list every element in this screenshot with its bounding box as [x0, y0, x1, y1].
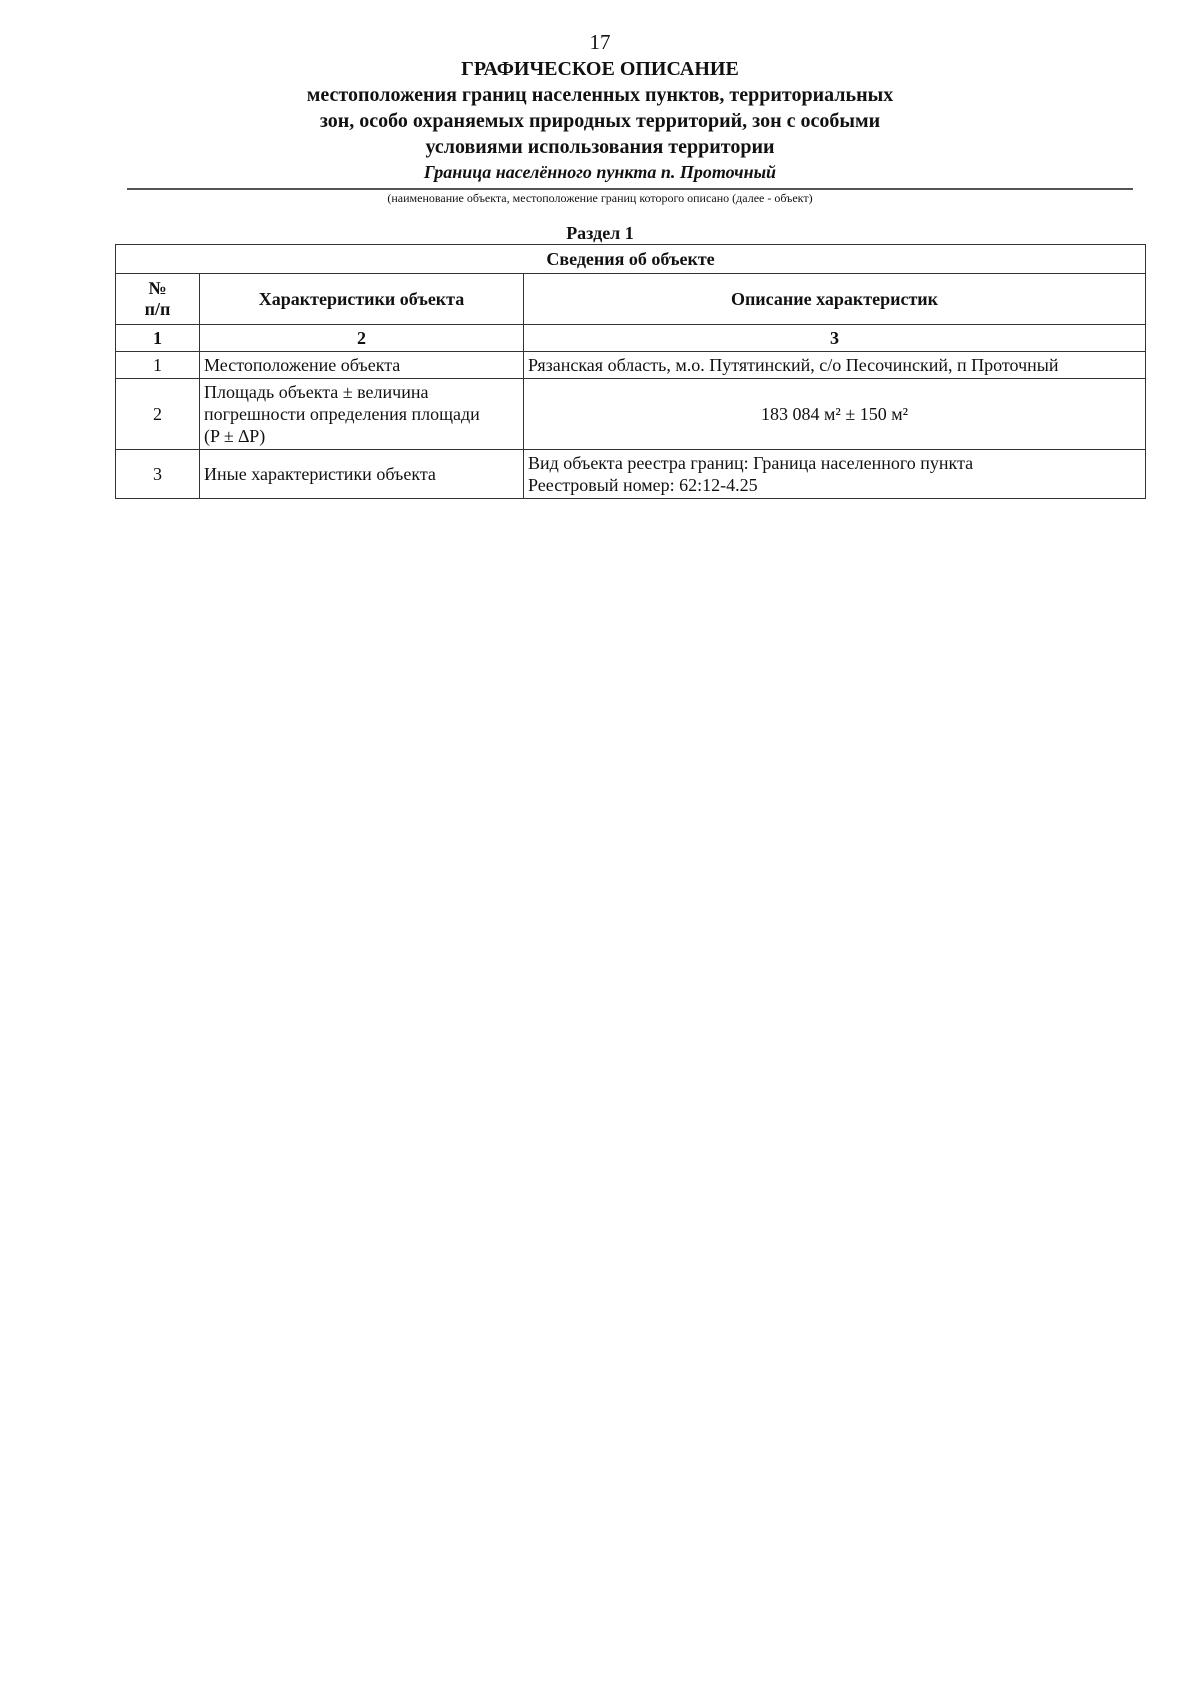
table-row: [116, 352, 1146, 379]
column-number-3: 3: [524, 325, 1146, 352]
row-characteristic-line: Иные характеристики объекта: [204, 464, 436, 484]
object-name-underline: [127, 188, 1133, 190]
page-number: 17: [589, 30, 611, 54]
object-name: Граница населённого пункта п. Проточный: [423, 162, 777, 182]
row-description: [524, 379, 1146, 450]
title-block: [0, 56, 1200, 184]
table-row: [116, 450, 1146, 499]
object-name-caption: (наименование объекта, местоположение границ которого описано (далее - объект): [387, 191, 813, 205]
table-row: [116, 379, 1146, 450]
header-number-line-2: п/п: [144, 299, 171, 319]
column-number-1: 1: [116, 325, 200, 352]
document-title: ГРАФИЧЕСКОЕ ОПИСАНИЕ: [461, 58, 739, 80]
document-subtitle-line-2: зон, особо охраняемых природных территорий, зон с особыми: [319, 110, 881, 132]
row-characteristic-line: (P ± ∆P): [204, 426, 266, 446]
row-characteristic-line: Местоположение объекта: [204, 355, 401, 375]
row-characteristic: [200, 450, 524, 499]
row-characteristic-line: погрешности определения площади: [204, 404, 480, 424]
header-characteristics: Характеристики объекта: [200, 274, 524, 325]
header-number-line-1: №: [148, 278, 167, 298]
header-description: Описание характеристик: [524, 274, 1146, 325]
document-subtitle-line-1: местоположения границ населенных пунктов, территориальных: [306, 84, 894, 106]
row-description-line: 183 084 м² ± 150 м²: [761, 403, 908, 424]
row-number: 1: [116, 352, 200, 379]
row-characteristic-line: Площадь объекта ± величина: [204, 382, 429, 402]
row-characteristic: [200, 379, 524, 450]
document-subtitle-line-3: условиями использования территории: [425, 136, 775, 158]
table-caption: Сведения об объекте: [116, 245, 1146, 274]
section-title: Раздел 1: [566, 223, 634, 243]
table-column-numbers-row: [116, 325, 1146, 352]
row-description: [524, 450, 1146, 499]
object-info-table: [115, 244, 1146, 499]
table-header-row: [116, 274, 1146, 325]
header-number: [116, 274, 200, 325]
row-description: [524, 352, 1146, 379]
row-description-line: Вид объекта реестра границ: Граница населенного пункта: [528, 453, 974, 473]
row-description-line: Рязанская область, м.о. Путятинский, с/о Песочинский, п Проточный: [528, 355, 1059, 375]
row-number: 2: [116, 379, 200, 450]
row-description-line: Реестровый номер: 62:12-4.25: [528, 475, 758, 495]
row-characteristic: [200, 352, 524, 379]
column-number-2: 2: [200, 325, 524, 352]
row-number: 3: [116, 450, 200, 499]
table-caption-row: [116, 245, 1146, 274]
